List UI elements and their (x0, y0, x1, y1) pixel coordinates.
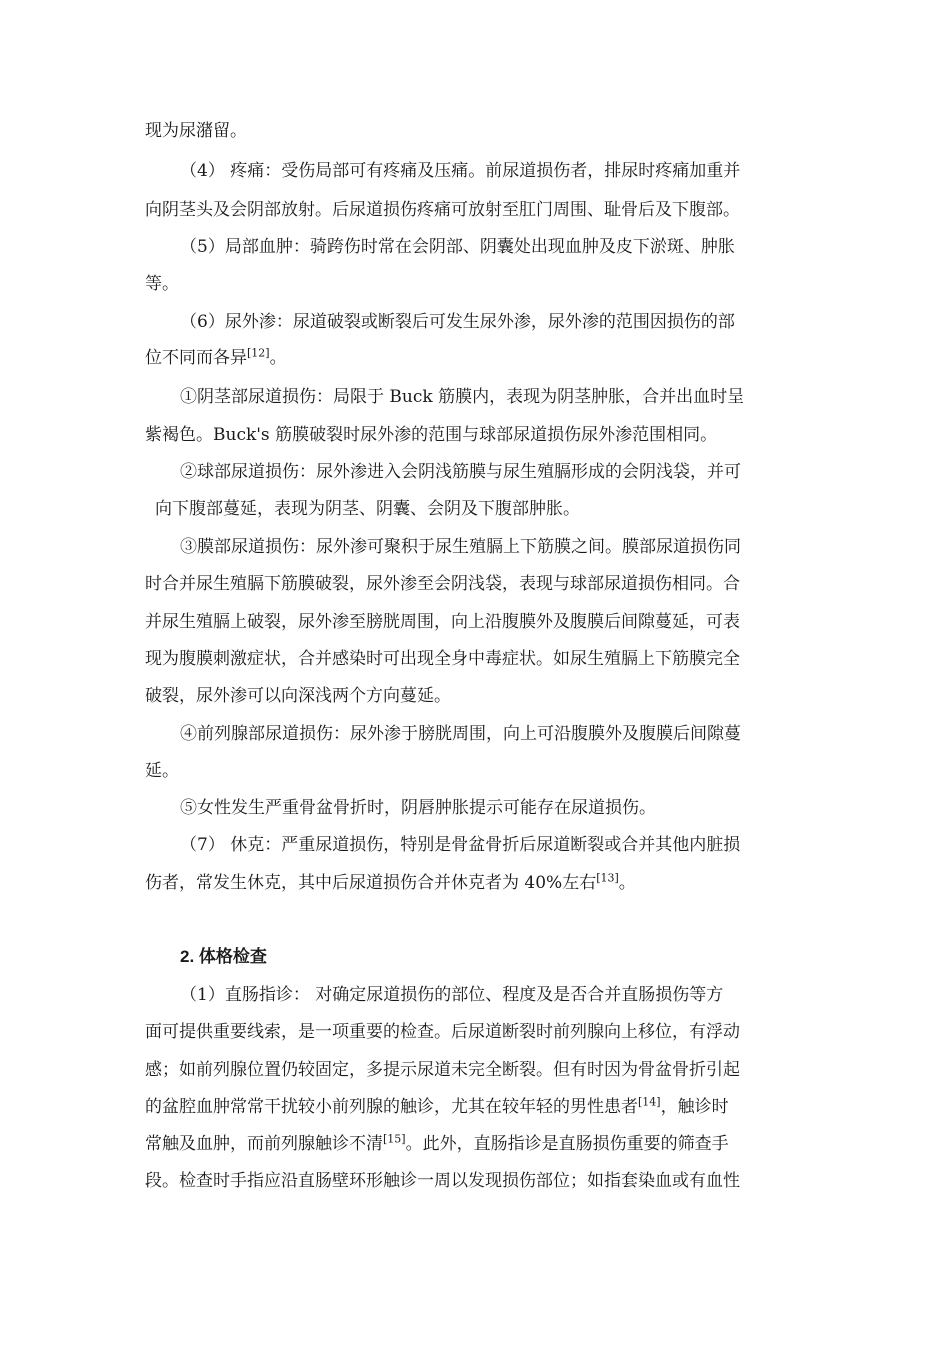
text-line: 紫褐色。Buck's 筋膜破裂时尿外渗的范围与球部尿道损伤尿外渗范围相同。 (145, 425, 718, 445)
section-heading: 2. 体格检查 (180, 947, 267, 966)
text-line: 时合并尿生殖膈下筋膜破裂，尿外渗至会阴浅袋，表现与球部尿道损伤相同。合 (145, 574, 740, 594)
text-line: 向下腹部蔓延，表现为阴茎、阴囊、会阴及下腹部肿胀。 (155, 499, 580, 519)
text-line: 段。检查时手指应沿直肠壁环形触诊一周以发现损伤部位；如指套染血或有血性 (145, 1171, 740, 1191)
text-fragment: 的盆腔血肿常常干扰较小前列腺的触诊，尤其在较年轻的男性患者 (145, 1097, 638, 1117)
text-line: 感；如前列腺位置仍较固定，多提示尿道未完全断裂。但有时因为骨盆骨折引起 (145, 1060, 740, 1080)
text-fragment: 位不同而各异 (145, 348, 247, 368)
text-line: （1）直肠指诊： 对确定尿道损伤的部位、程度及是否合并直肠损伤等方 (180, 985, 724, 1005)
text-line: ②球部尿道损伤：尿外渗进入会阴浅筋膜与尿生殖膈形成的会阴浅袋，并可 (180, 462, 741, 482)
text-line: 等。 (145, 274, 179, 294)
text-line (145, 872, 815, 894)
text-line (145, 347, 815, 369)
text-line: ④前列腺部尿道损伤：尿外渗于膀胱周围，向上可沿腹膜外及腹膜后间隙蔓 (180, 724, 741, 744)
text-line: 向阴茎头及会阴部放射。后尿道损伤疼痛可放射至肛门周围、耻骨后及下腹部。 (145, 200, 740, 220)
text-line: 现为尿潴留。 (145, 121, 247, 141)
text-line (145, 1133, 815, 1155)
text-fragment: 伤者，常发生休克，其中后尿道损伤合并休克者为 40%左右 (145, 873, 597, 893)
citation-ref: [14] (638, 1096, 661, 1109)
text-line: ③膜部尿道损伤：尿外渗可聚积于尿生殖膈上下筋膜之间。膜部尿道损伤同 (180, 537, 741, 557)
text-fragment: ，触诊时 (660, 1097, 729, 1117)
text-line: ①阴茎部尿道损伤：局限于 Buck 筋膜内，表现为阴茎肿胀，合并出血时呈 (180, 387, 745, 407)
text-fragment: 常触及血肿，而前列腺触诊不清 (145, 1134, 383, 1154)
text-line (145, 1096, 815, 1118)
text-line: 并尿生殖膈上破裂，尿外渗至膀胱周围，向上沿腹膜外及腹膜后间隙蔓延，可表 (145, 612, 740, 632)
text-line: （7） 休克：严重尿道损伤，特别是骨盆骨折后尿道断裂或合并其他内脏损 (180, 835, 741, 855)
text-fragment: 。 (618, 873, 636, 893)
text-line: （6）尿外渗：尿道破裂或断裂后可发生尿外渗，尿外渗的范围因损伤的部 (180, 312, 735, 332)
text-line: （5）局部血肿：骑跨伤时常在会阴部、阴囊处出现血肿及皮下淤斑、肿胀 (180, 237, 735, 257)
text-fragment: 。 (269, 348, 287, 368)
text-fragment: 。此外，直肠指诊是直肠损伤重要的筛查手 (405, 1134, 729, 1154)
text-line: 现为腹膜刺激症状，合并感染时可出现全身中毒症状。如尿生殖膈上下筋膜完全 (145, 649, 740, 669)
text-line: ⑤女性发生严重骨盆骨折时，阴唇肿胀提示可能存在尿道损伤。 (180, 798, 656, 818)
citation-ref: [13] (596, 872, 619, 885)
text-line: 面可提供重要线索，是一项重要的检查。后尿道断裂时前列腺向上移位，有浮动 (145, 1022, 740, 1042)
text-line: （4） 疼痛：受伤局部可有疼痛及压痛。前尿道损伤者，排尿时疼痛加重并 (180, 161, 741, 181)
citation-ref: [12] (247, 347, 270, 360)
text-line: 破裂，尿外渗可以向深浅两个方向蔓延。 (145, 686, 451, 706)
citation-ref: [15] (383, 1133, 406, 1146)
text-line: 延。 (145, 761, 179, 781)
